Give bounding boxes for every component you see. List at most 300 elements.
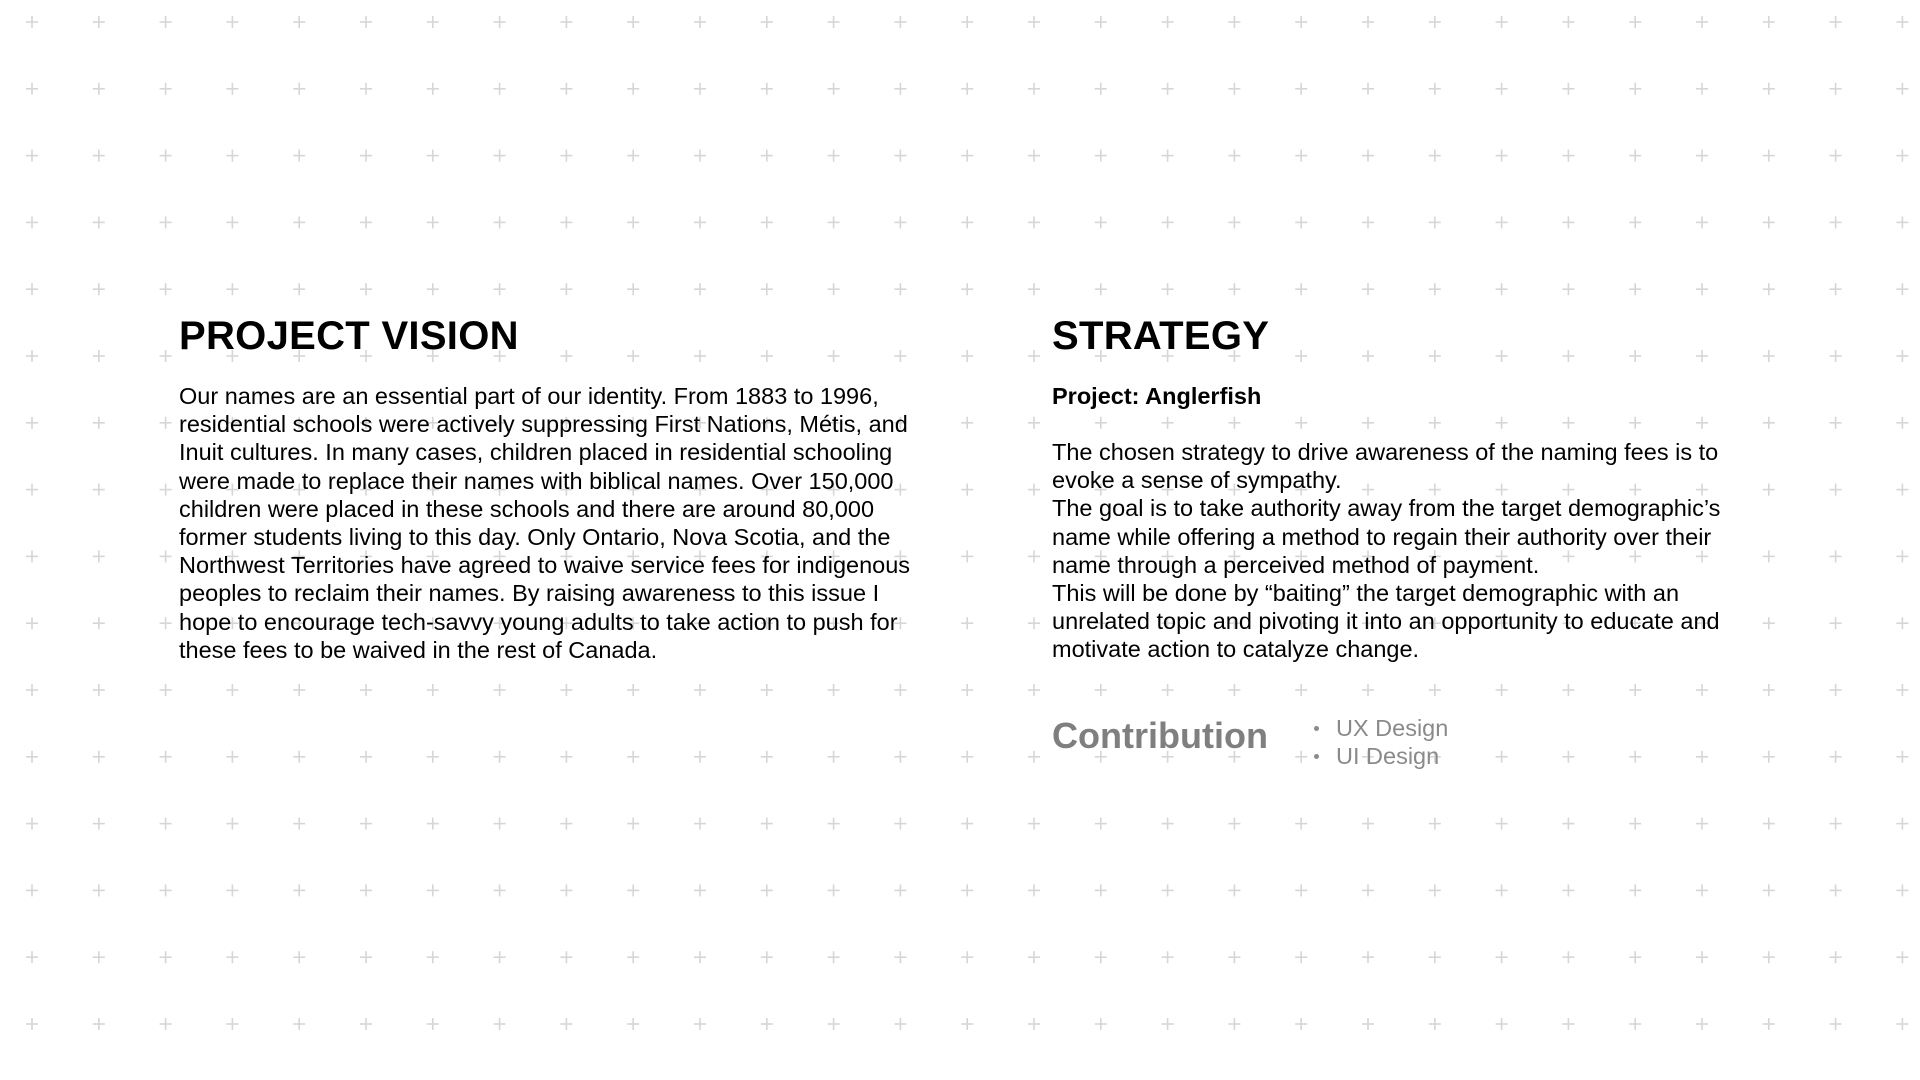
plus-mark (160, 83, 172, 95)
plus-mark (293, 83, 305, 95)
plus-mark (828, 818, 840, 830)
plus-mark (293, 951, 305, 963)
plus-mark (1429, 16, 1441, 28)
plus-mark (93, 484, 105, 496)
plus-mark (26, 550, 38, 562)
plus-mark (627, 818, 639, 830)
plus-mark (1696, 83, 1708, 95)
plus-mark (26, 83, 38, 95)
plus-mark (961, 818, 973, 830)
plus-mark (961, 16, 973, 28)
plus-mark (1629, 16, 1641, 28)
plus-mark (894, 150, 906, 162)
plus-mark (26, 16, 38, 28)
plus-mark (627, 283, 639, 295)
plus-mark (694, 83, 706, 95)
plus-mark (1429, 884, 1441, 896)
plus-mark (560, 818, 572, 830)
plus-mark (560, 83, 572, 95)
plus-mark (627, 150, 639, 162)
plus-mark (1028, 617, 1040, 629)
plus-mark (1896, 417, 1908, 429)
plus-mark (1562, 83, 1574, 95)
plus-mark (1830, 216, 1842, 228)
plus-mark (1095, 150, 1107, 162)
plus-mark (160, 550, 172, 562)
plus-mark (894, 1018, 906, 1030)
plus-mark (1295, 83, 1307, 95)
plus-mark (1162, 884, 1174, 896)
plus-mark (1429, 283, 1441, 295)
plus-mark (360, 83, 372, 95)
plus-mark (293, 216, 305, 228)
plus-mark (961, 617, 973, 629)
plus-mark (226, 150, 238, 162)
plus-mark (1830, 350, 1842, 362)
plus-mark (1696, 884, 1708, 896)
plus-mark (627, 83, 639, 95)
plus-mark (961, 951, 973, 963)
plus-mark (961, 150, 973, 162)
plus-mark (560, 884, 572, 896)
plus-mark (1228, 83, 1240, 95)
plus-mark (160, 216, 172, 228)
plus-mark (627, 1018, 639, 1030)
plus-mark (1830, 417, 1842, 429)
plus-mark (1763, 150, 1775, 162)
plus-mark (961, 751, 973, 763)
plus-mark (560, 684, 572, 696)
plus-mark (560, 150, 572, 162)
plus-mark (360, 684, 372, 696)
plus-mark (226, 751, 238, 763)
plus-mark (1830, 83, 1842, 95)
plus-mark (26, 751, 38, 763)
plus-mark (93, 150, 105, 162)
plus-mark (828, 16, 840, 28)
plus-mark (560, 16, 572, 28)
plus-mark (1896, 1018, 1908, 1030)
plus-mark (226, 216, 238, 228)
plus-mark (427, 818, 439, 830)
plus-mark (1028, 951, 1040, 963)
strategy-heading: STRATEGY (1052, 314, 1270, 358)
plus-mark (1162, 16, 1174, 28)
plus-mark (93, 617, 105, 629)
plus-mark (1696, 951, 1708, 963)
plus-mark (427, 1018, 439, 1030)
plus-mark (93, 283, 105, 295)
plus-mark (1896, 550, 1908, 562)
plus-mark (1562, 283, 1574, 295)
plus-mark (226, 884, 238, 896)
plus-mark (26, 417, 38, 429)
plus-mark (1295, 1018, 1307, 1030)
plus-mark (894, 16, 906, 28)
plus-mark (1295, 150, 1307, 162)
plus-mark (494, 216, 506, 228)
plus-mark (828, 150, 840, 162)
plus-mark (360, 283, 372, 295)
plus-mark (1896, 951, 1908, 963)
plus-mark (761, 884, 773, 896)
plus-mark (1095, 1018, 1107, 1030)
plus-mark (1496, 150, 1508, 162)
plus-mark (226, 16, 238, 28)
plus-mark (1896, 16, 1908, 28)
plus-mark (1362, 83, 1374, 95)
plus-mark (293, 150, 305, 162)
plus-mark (1362, 884, 1374, 896)
plus-mark (427, 751, 439, 763)
plus-mark (560, 283, 572, 295)
plus-mark (160, 1018, 172, 1030)
plus-mark (26, 951, 38, 963)
plus-mark (360, 751, 372, 763)
plus-mark (1830, 150, 1842, 162)
plus-mark (894, 216, 906, 228)
plus-mark (894, 884, 906, 896)
plus-mark (1228, 951, 1240, 963)
plus-mark (1496, 83, 1508, 95)
plus-mark (1896, 617, 1908, 629)
strategy-body (1052, 438, 1772, 664)
plus-mark (1629, 283, 1641, 295)
strategy-paragraph: This will be done by “baiting” the target demographic with an unrelated topic and pivoting it into an opportunity to educate and motivate action to catalyze change. (1052, 580, 1720, 663)
plus-mark (494, 283, 506, 295)
plus-mark (828, 1018, 840, 1030)
plus-mark (694, 216, 706, 228)
plus-mark (360, 16, 372, 28)
plus-mark (1562, 216, 1574, 228)
plus-mark (1629, 818, 1641, 830)
plus-mark (1095, 818, 1107, 830)
plus-mark (1028, 684, 1040, 696)
plus-mark (1763, 216, 1775, 228)
plus-mark (93, 1018, 105, 1030)
contribution-block (1052, 714, 1772, 770)
plus-mark (93, 417, 105, 429)
plus-mark (226, 818, 238, 830)
plus-mark (1896, 484, 1908, 496)
plus-mark (1362, 951, 1374, 963)
plus-mark (627, 216, 639, 228)
project-vision-heading: PROJECT VISION (179, 314, 519, 358)
plus-mark (1429, 1018, 1441, 1030)
plus-mark (26, 884, 38, 896)
plus-mark (694, 751, 706, 763)
plus-mark (427, 83, 439, 95)
plus-mark (1295, 884, 1307, 896)
plus-mark (560, 951, 572, 963)
plus-mark (1830, 16, 1842, 28)
plus-mark (1629, 216, 1641, 228)
plus-mark (1362, 1018, 1374, 1030)
plus-mark (160, 884, 172, 896)
plus-mark (894, 751, 906, 763)
plus-mark (1162, 216, 1174, 228)
plus-mark (828, 951, 840, 963)
plus-mark (226, 1018, 238, 1030)
plus-mark (160, 751, 172, 763)
plus-mark (1562, 150, 1574, 162)
plus-mark (1429, 150, 1441, 162)
plus-mark (694, 884, 706, 896)
plus-mark (160, 951, 172, 963)
plus-mark (1830, 684, 1842, 696)
plus-mark (1763, 83, 1775, 95)
plus-mark (894, 283, 906, 295)
plus-mark (1228, 818, 1240, 830)
plus-mark (1496, 1018, 1508, 1030)
plus-mark (1162, 818, 1174, 830)
plus-mark (694, 684, 706, 696)
plus-mark (427, 884, 439, 896)
plus-mark (1562, 951, 1574, 963)
plus-mark (160, 350, 172, 362)
contribution-label: Contribution (1052, 714, 1268, 756)
plus-mark (1028, 818, 1040, 830)
plus-mark (1562, 818, 1574, 830)
plus-mark (26, 684, 38, 696)
plus-mark (1362, 16, 1374, 28)
plus-mark (961, 884, 973, 896)
plus-mark (93, 884, 105, 896)
plus-mark (694, 150, 706, 162)
plus-mark (160, 818, 172, 830)
plus-mark (1696, 16, 1708, 28)
plus-mark (1763, 951, 1775, 963)
plus-mark (360, 150, 372, 162)
plus-mark (1028, 83, 1040, 95)
plus-mark (560, 751, 572, 763)
plus-mark (1696, 216, 1708, 228)
plus-mark (828, 751, 840, 763)
plus-mark (1629, 1018, 1641, 1030)
plus-mark (494, 1018, 506, 1030)
contribution-item: UX Design (1312, 714, 1448, 742)
plus-mark (828, 216, 840, 228)
plus-mark (1429, 951, 1441, 963)
plus-mark (1095, 283, 1107, 295)
plus-mark (1028, 884, 1040, 896)
plus-mark (1028, 417, 1040, 429)
plus-mark (1162, 951, 1174, 963)
plus-mark (293, 16, 305, 28)
plus-mark (1228, 1018, 1240, 1030)
plus-mark (1896, 818, 1908, 830)
plus-mark (1028, 16, 1040, 28)
plus-mark (226, 283, 238, 295)
plus-mark (494, 751, 506, 763)
plus-mark (1562, 1018, 1574, 1030)
plus-mark (694, 818, 706, 830)
plus-mark (1562, 16, 1574, 28)
strategy-paragraph: The chosen strategy to drive awareness of the naming fees is to evoke a sense of sympathy. (1052, 439, 1719, 494)
plus-mark (1629, 150, 1641, 162)
plus-mark (1429, 83, 1441, 95)
plus-mark (1629, 951, 1641, 963)
plus-mark (894, 818, 906, 830)
plus-mark (1896, 83, 1908, 95)
plus-mark (360, 884, 372, 896)
plus-mark (694, 283, 706, 295)
plus-mark (761, 751, 773, 763)
plus-mark (494, 684, 506, 696)
plus-mark (1228, 283, 1240, 295)
plus-mark (26, 1018, 38, 1030)
plus-mark (627, 751, 639, 763)
plus-mark (1228, 150, 1240, 162)
plus-mark (427, 951, 439, 963)
plus-mark (1028, 283, 1040, 295)
plus-mark (961, 484, 973, 496)
plus-mark (293, 684, 305, 696)
plus-mark (1830, 484, 1842, 496)
plus-mark (427, 283, 439, 295)
plus-mark (761, 16, 773, 28)
plus-mark (894, 83, 906, 95)
plus-mark (761, 216, 773, 228)
plus-mark (761, 83, 773, 95)
plus-mark (761, 818, 773, 830)
plus-mark (627, 884, 639, 896)
plus-mark (1830, 951, 1842, 963)
plus-mark (694, 16, 706, 28)
plus-mark (1028, 350, 1040, 362)
plus-mark (1095, 216, 1107, 228)
plus-mark (961, 417, 973, 429)
plus-mark (1028, 550, 1040, 562)
plus-mark (1896, 150, 1908, 162)
plus-mark (1295, 818, 1307, 830)
plus-mark (761, 1018, 773, 1030)
plus-mark (93, 550, 105, 562)
plus-mark (160, 617, 172, 629)
strategy-section (1052, 312, 1772, 770)
contribution-list (1312, 714, 1448, 770)
plus-mark (1830, 884, 1842, 896)
plus-mark (26, 216, 38, 228)
project-vision-body: Our names are an essential part of our identity. From 1883 to 1996, residential schools were actively suppressing First Nations, Métis, and Inuit cultures. In many cases, children placed in residential schooling were made to replace their names with biblical names. Over 150,000 children were placed in these schools and there are around 80,000 former students living to this day. Only Ontario, Nova Scotia, and the Northwest Territories have agreed to waive service fees for indigenous peoples to reclaim their names. By raising awareness to this issue I hope to encourage tech-savvy young adults to take action to push for these fees to be waived in the rest of Canada. (179, 383, 911, 663)
plus-mark (1696, 818, 1708, 830)
plus-mark (1295, 283, 1307, 295)
plus-mark (1429, 818, 1441, 830)
plus-mark (93, 16, 105, 28)
plus-mark (1496, 951, 1508, 963)
project-name: Project: Anglerfish (1052, 383, 1262, 409)
plus-mark (1696, 1018, 1708, 1030)
plus-mark (427, 16, 439, 28)
plus-mark (1095, 83, 1107, 95)
plus-mark (894, 951, 906, 963)
plus-mark (627, 951, 639, 963)
plus-mark (560, 1018, 572, 1030)
plus-mark (1362, 283, 1374, 295)
plus-mark (828, 283, 840, 295)
plus-mark (360, 216, 372, 228)
plus-mark (1562, 884, 1574, 896)
plus-mark (360, 1018, 372, 1030)
plus-mark (494, 150, 506, 162)
plus-mark (1228, 216, 1240, 228)
plus-mark (494, 83, 506, 95)
plus-mark (1763, 283, 1775, 295)
plus-mark (1228, 16, 1240, 28)
plus-mark (1896, 751, 1908, 763)
plus-mark (1896, 350, 1908, 362)
plus-mark (26, 818, 38, 830)
plus-mark (1496, 283, 1508, 295)
plus-mark (93, 350, 105, 362)
plus-mark (427, 150, 439, 162)
plus-mark (961, 83, 973, 95)
plus-mark (1496, 16, 1508, 28)
plus-mark (93, 951, 105, 963)
plus-mark (961, 1018, 973, 1030)
plus-mark (694, 1018, 706, 1030)
plus-mark (1162, 150, 1174, 162)
plus-mark (1228, 884, 1240, 896)
plus-mark (961, 350, 973, 362)
plus-mark (761, 684, 773, 696)
plus-mark (1496, 216, 1508, 228)
plus-mark (360, 951, 372, 963)
plus-mark (293, 1018, 305, 1030)
plus-mark (894, 684, 906, 696)
plus-mark (828, 83, 840, 95)
plus-mark (494, 818, 506, 830)
plus-mark (1763, 818, 1775, 830)
plus-mark (560, 216, 572, 228)
plus-mark (160, 484, 172, 496)
strategy-paragraph: The goal is to take authority away from the target demographic’s name while offering a method to regain their authority over their name through a perceived method of payment. (1052, 495, 1721, 578)
plus-mark (1830, 550, 1842, 562)
plus-mark (26, 484, 38, 496)
plus-mark (961, 216, 973, 228)
plus-mark (1028, 216, 1040, 228)
plus-mark (160, 684, 172, 696)
plus-mark (1696, 283, 1708, 295)
plus-mark (961, 684, 973, 696)
plus-mark (427, 216, 439, 228)
plus-mark (1028, 484, 1040, 496)
plus-mark (1896, 283, 1908, 295)
plus-mark (1830, 1018, 1842, 1030)
plus-mark (1028, 1018, 1040, 1030)
plus-mark (1830, 283, 1842, 295)
plus-mark (226, 684, 238, 696)
plus-mark (1028, 751, 1040, 763)
plus-mark (1362, 216, 1374, 228)
plus-mark (761, 283, 773, 295)
project-vision-section (179, 312, 919, 664)
plus-mark (828, 684, 840, 696)
plus-mark (1162, 83, 1174, 95)
plus-mark (1429, 216, 1441, 228)
plus-mark (761, 150, 773, 162)
plus-mark (761, 951, 773, 963)
plus-mark (26, 150, 38, 162)
plus-mark (160, 283, 172, 295)
plus-mark (494, 951, 506, 963)
plus-mark (1830, 818, 1842, 830)
plus-mark (226, 951, 238, 963)
plus-mark (627, 16, 639, 28)
plus-mark (1095, 884, 1107, 896)
plus-mark (160, 150, 172, 162)
plus-mark (1496, 818, 1508, 830)
